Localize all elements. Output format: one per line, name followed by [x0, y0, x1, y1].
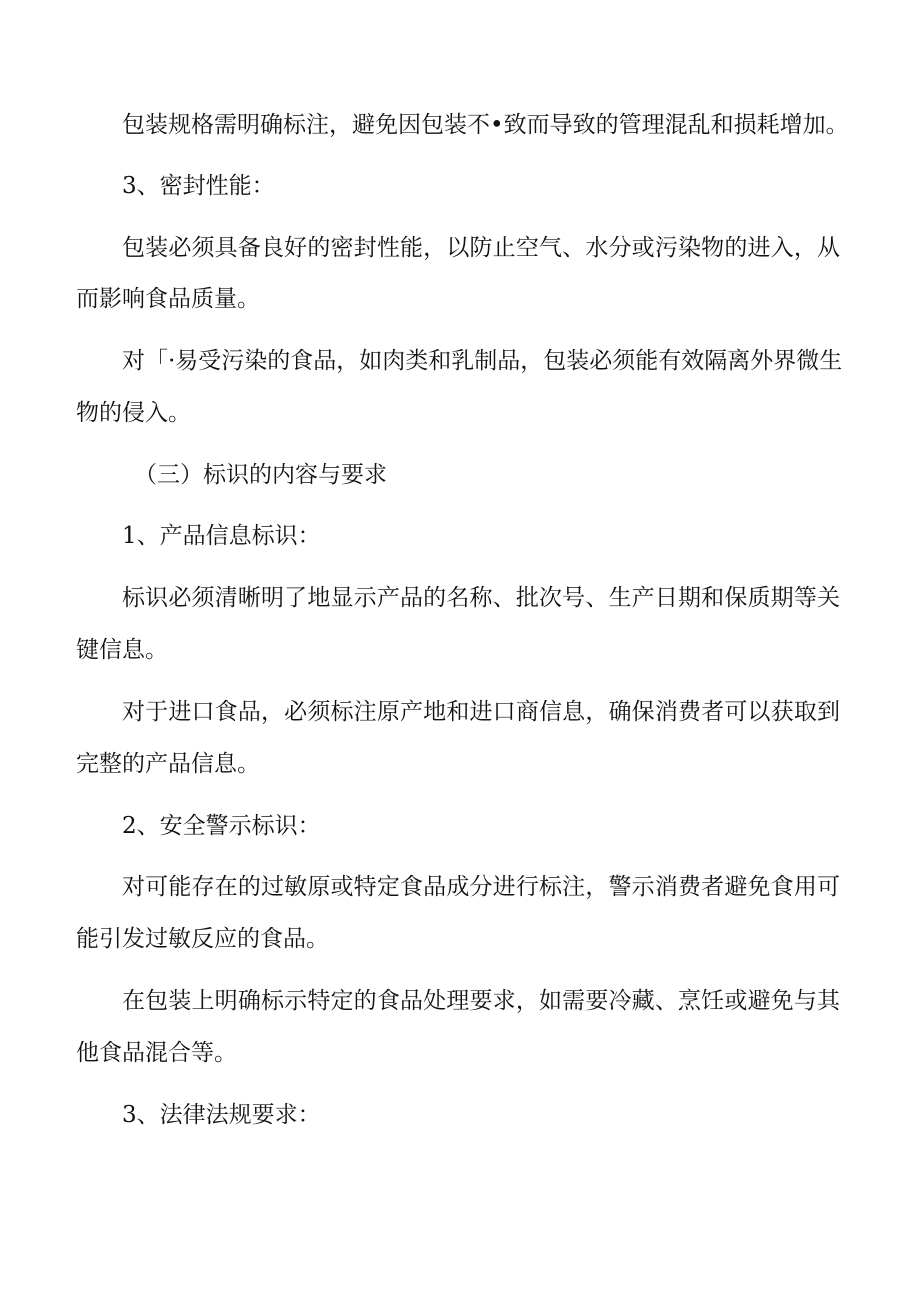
paragraph-line: 对「·易受污染的食品，如肉类和乳制品，包装必须能有效隔离外界微生	[122, 348, 843, 374]
paragraph-line: 标识必须清晰明了地显示产品的名称、批次号、生产日期和保质期等关	[122, 585, 840, 611]
paragraph-line: 对于进口食品，必须标注原产地和进口商信息，确保消费者可以获取到	[122, 699, 840, 725]
paragraph-line: 包装规格需明确标注，避免因包装不•致而导致的管理混乱和损耗增加。	[122, 112, 849, 138]
paragraph-line: 他食品混合等。	[76, 1040, 237, 1066]
section-heading: （三）标识的内容与要求	[134, 462, 387, 488]
paragraph-line: 键信息。	[76, 637, 168, 663]
section-heading: 2、安全警示标识：	[122, 813, 321, 839]
paragraph-line: 对可能存在的过敏原或特定食品成分进行标注，警示消费者避免食用可	[122, 874, 840, 900]
paragraph-line: 完整的产品信息。	[76, 751, 260, 777]
section-heading: 3、密封性能：	[122, 173, 275, 199]
section-heading: 1、产品信息标识：	[122, 523, 321, 549]
paragraph-line: 包装必须具备良好的密封性能，以防止空气、水分或污染物的进入，从	[122, 235, 840, 261]
paragraph-line: 能引发过敏反应的食品。	[76, 926, 329, 952]
section-heading: 3、法律法规要求：	[122, 1102, 321, 1128]
paragraph-line: 在包装上明确标示特定的食品处理要求，如需要冷藏、烹饪或避免与其	[122, 988, 840, 1014]
paragraph-line: 而影响食品质量。	[76, 286, 260, 312]
paragraph-line: 物的侵入。	[76, 400, 191, 426]
